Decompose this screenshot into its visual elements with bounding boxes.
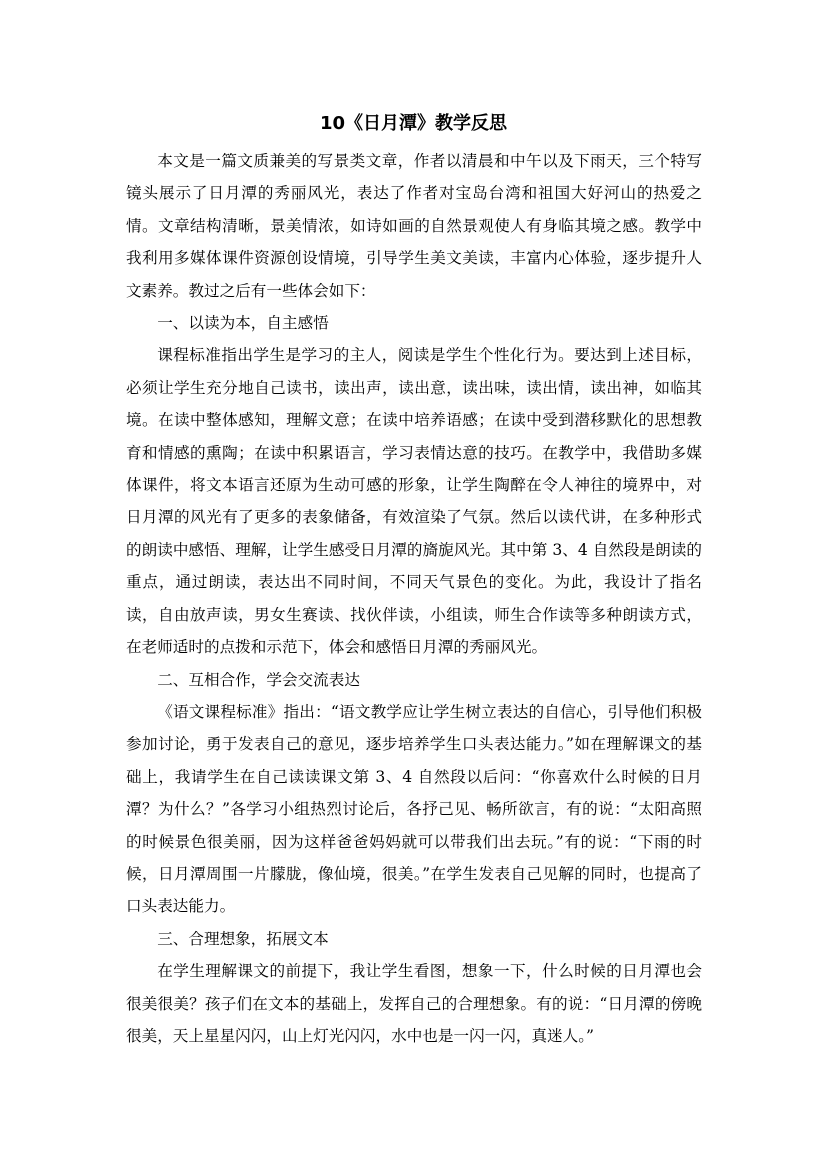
- section-heading-2: 二、互相合作，学会交流表达: [157, 670, 360, 689]
- section-1-paragraph: 课程标准指出学生是学习的主人，阅读是学生个性化行为。要达到上述目标，必须让学生充分地自己读书，读出声，读出意，读出味，读出情，读出神，如临其境。在读中整体感知，理解文意；在读中培养语感；在读中受到潜移默化的思想教育和情感的熏陶；在读中积累语言，学习表情达意的技巧。在教学中，我借助多媒体课件，将文本语言还原为生动可感的形象，让学生陶醉在令人神往的境界中，对日月潭的风光有了更多的表象储备，有效渲染了气氛。然后以读代讲，在多种形式的朗读中感悟、理解，让学生感受日月潭的旖旎风光。其中第 3、4 自然段是朗读的重点，通过朗读，表达出不同时间，不同天气景色的变化。为此，我设计了指名读，自由放声读，男女生赛读、找伙伴读，小组读，师生合作读等多种朗读方式，在老师适时的点拨和示范下，体会和感悟日月潭的秀丽风光。: [126, 346, 702, 657]
- intro-paragraph: 本文是一篇文质兼美的写景类文章，作者以清晨和中午以及下雨天，三个特写镜头展示了日月潭的秀丽风光，表达了作者对宝岛台湾和祖国大好河山的热爱之情。文章结构清晰，景美情浓，如诗如画的自然景观使人有身临其境之感。教学中我利用多媒体课件资源创设情境，引导学生美文美读，丰富内心体验，逐步提升人文素养。教过之后有一些体会如下：: [126, 152, 702, 300]
- section-3-paragraph: 在学生理解课文的前提下，我让学生看图，想象一下，什么时候的日月潭也会很美很美？孩子们在文本的基础上，发挥自己的合理想象。有的说：“日月潭的傍晚很美，天上星星闪闪，山上灯光闪闪，水中也是一闪一闪，真迷人。”: [126, 962, 702, 1045]
- document-title: 10《日月潭》教学反思: [319, 113, 508, 134]
- section-2-paragraph: 《语文课程标准》指出：“语文教学应让学生树立表达的自信心，引导他们积极参加讨论，勇于发表自己的意见，逐步培养学生口头表达能力。”如在理解课文的基础上，我请学生在自己读读课文第 3、4 自然段以后问：“你喜欢什么时候的日月潭？为什么？”各学习小组热烈讨论后，各抒己见、畅所欲言，有的说：“太阳高照的时候景色很美丽，因为这样爸爸妈妈就可以带我们出去玩。”有的说：“下雨的时候，日月潭周围一片朦胧，像仙境，很美。”在学生发表自己见解的同时，也提高了口头表达能力。: [126, 702, 702, 916]
- section-heading-3: 三、合理想象，拓展文本: [157, 929, 329, 948]
- document-body: [126, 145, 702, 1052]
- section-heading-1: 一、以读为本，自主感悟: [157, 314, 329, 333]
